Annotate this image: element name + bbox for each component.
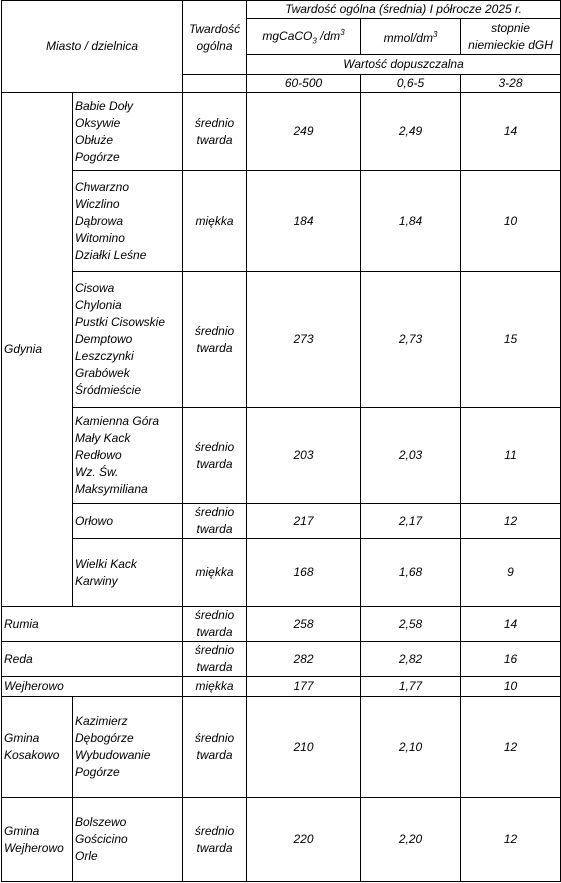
mmol-cell: 2,73 — [361, 272, 461, 408]
mg-cell: 168 — [247, 539, 361, 607]
dgh-cell: 12 — [461, 697, 561, 798]
range-mg: 60-500 — [247, 75, 361, 93]
mg-cell: 273 — [247, 272, 361, 408]
table-row — [2, 798, 561, 882]
district-cell: Kamienna Góra Mały Kack Redłowo Wz. Św. Maksymiliana — [73, 408, 183, 504]
hardness-cell: miękka — [183, 171, 247, 272]
hardness-header-text: Twardość ogólna — [188, 21, 241, 53]
hardness-header-empty — [183, 75, 247, 93]
hardness-cell: średnio twarda — [183, 642, 247, 677]
unit-mmol-sup: 3 — [432, 30, 438, 39]
mg-cell: 220 — [247, 798, 361, 882]
mmol-cell: 1,84 — [361, 171, 461, 272]
unit-mg-sub: 3 — [312, 36, 317, 46]
mg-cell: 217 — [247, 504, 361, 539]
table-row — [2, 504, 561, 539]
mg-cell: 177 — [247, 677, 361, 697]
unit-mg-tail: /dm — [316, 28, 341, 43]
dgh-cell: 11 — [461, 408, 561, 504]
city-district-header: Miasto / dzielnica — [2, 1, 183, 93]
mg-cell: 249 — [247, 93, 361, 171]
city-cell: Wejherowo — [2, 677, 183, 697]
dgh-cell: 15 — [461, 272, 561, 408]
mmol-cell: 2,49 — [361, 93, 461, 171]
unit-mg-text: mgCaCO — [262, 28, 313, 43]
dgh-cell: 9 — [461, 539, 561, 607]
city-cell: Reda — [2, 642, 183, 677]
unit-dgh-header: stopnie niemieckie dGH — [461, 19, 561, 55]
permissible-header: Wartość dopuszczalna — [247, 55, 561, 75]
dgh-cell: 12 — [461, 798, 561, 882]
mg-cell: 282 — [247, 642, 361, 677]
hardness-cell: średnio twarda — [183, 272, 247, 408]
mmol-cell: 1,68 — [361, 539, 461, 607]
table-row — [2, 272, 561, 408]
hardness-cell: średnio twarda — [183, 607, 247, 642]
district-cell: Chwarzno Wiczlino Dąbrowa Witomino Działki Leśne — [73, 171, 183, 272]
group-title: Twardość ogólna (średnia) I półrocze 2025 r. — [247, 1, 561, 19]
mg-cell: 203 — [247, 408, 361, 504]
hardness-cell: średnio twarda — [183, 408, 247, 504]
unit-mg-sup: 3 — [340, 27, 345, 37]
mmol-cell: 2,58 — [361, 607, 461, 642]
mmol-cell: 1,77 — [361, 677, 461, 697]
district-cell: Kazimierz Dębogórze Wybudowanie Pogórze — [73, 697, 183, 798]
dgh-cell: 14 — [461, 607, 561, 642]
table-row — [2, 607, 561, 642]
hardness-header — [183, 1, 247, 75]
dgh-cell: 10 — [461, 677, 561, 697]
table-row — [2, 93, 561, 171]
water-hardness-table — [1, 0, 561, 882]
district-cell: Babie Doły Oksywie Obłuże Pogórze — [73, 93, 183, 171]
mg-cell: 184 — [247, 171, 361, 272]
city-cell: Gdynia — [2, 93, 73, 607]
table-row — [2, 171, 561, 272]
mmol-cell: 2,17 — [361, 504, 461, 539]
district-cell: Cisowa Chylonia Pustki Cisowskie Demptowo Leszczynki Grabówek Śródmieście — [73, 272, 183, 408]
city-cell: Gmina Wejherowo — [2, 798, 73, 882]
district-cell: Bolszewo Gościcino Orle — [73, 798, 183, 882]
unit-mg-header — [247, 19, 361, 55]
hardness-cell: średnio twarda — [183, 504, 247, 539]
dgh-cell: 14 — [461, 93, 561, 171]
hardness-cell: miękka — [183, 539, 247, 607]
unit-mmol-text: mmol/dm — [383, 31, 433, 45]
mmol-cell: 2,10 — [361, 697, 461, 798]
table-row — [2, 642, 561, 677]
district-cell: Wielki Kack Karwiny — [73, 539, 183, 607]
mmol-cell: 2,20 — [361, 798, 461, 882]
mmol-cell: 2,82 — [361, 642, 461, 677]
dgh-cell: 12 — [461, 504, 561, 539]
range-dgh: 3-28 — [461, 75, 561, 93]
hardness-cell: miękka — [183, 677, 247, 697]
table-row — [2, 697, 561, 798]
table-row — [2, 408, 561, 504]
table-row — [2, 677, 561, 697]
hardness-cell: średnio twarda — [183, 93, 247, 171]
dgh-cell: 16 — [461, 642, 561, 677]
mg-cell: 210 — [247, 697, 361, 798]
city-cell: Gmina Kosakowo — [2, 697, 73, 798]
hardness-cell: średnio twarda — [183, 798, 247, 882]
mg-cell: 258 — [247, 607, 361, 642]
table-row — [2, 539, 561, 607]
dgh-cell: 10 — [461, 171, 561, 272]
range-mmol: 0,6-5 — [361, 75, 461, 93]
mmol-cell: 2,03 — [361, 408, 461, 504]
district-cell: Orłowo — [73, 504, 183, 539]
city-cell: Rumia — [2, 607, 183, 642]
hardness-cell: średnio twarda — [183, 697, 247, 798]
unit-mmol-header — [361, 19, 461, 55]
